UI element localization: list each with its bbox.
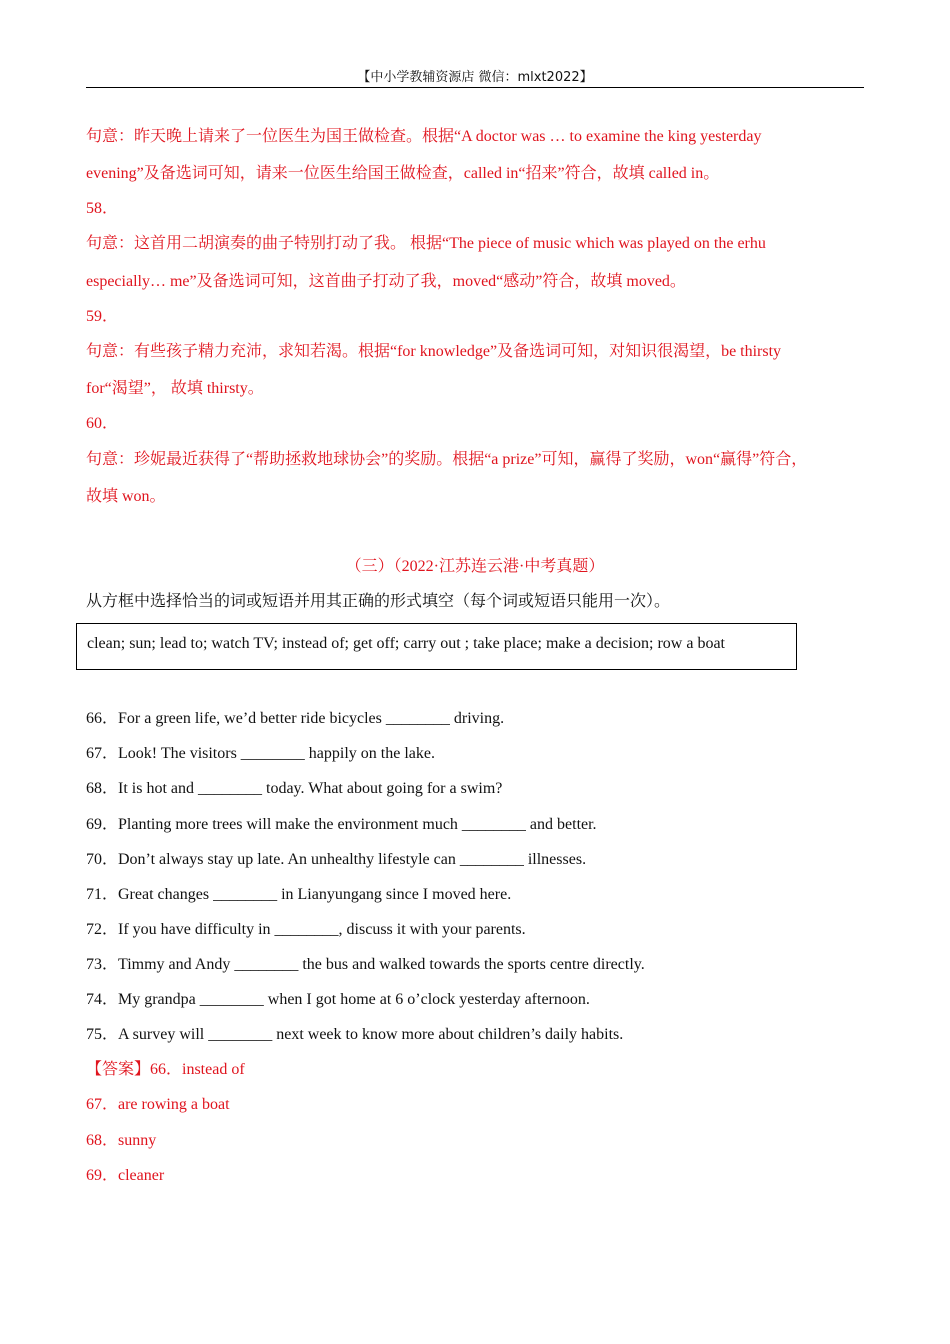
explanation-57-line-1: 句意：昨天晚上请来了一位医生为国王做检查。根据“A doctor was … to examine the king yesterday [86, 128, 762, 145]
answer-69: 69．cleaner [86, 1167, 165, 1184]
word-box-text: clean; sun; lead to; watch TV; instead of; get off; carry out ; take place; make a decision; row a boat [87, 635, 725, 652]
question-67: 67．Look! The visitors ________ happily on the lake. [86, 745, 435, 762]
explanation-58-line-2: especially… me”及备选词可知，这首曲子打动了我，moved“感动”符合，故填 moved。 [86, 273, 686, 290]
question-number-58: 58． [86, 200, 119, 217]
question-71: 71．Great changes ________ in Lianyungang since I moved here. [86, 886, 512, 903]
answer-67: 67．are rowing a boat [86, 1096, 230, 1113]
question-69: 69．Planting more trees will make the environment much ________ and better. [86, 816, 597, 833]
page-header: 【中小学教辅资源店 微信：mlxt2022】 [357, 70, 593, 85]
explanation-60-line-2: 故填 won。 [86, 488, 166, 505]
explanation-58-line-1: 句意：这首用二胡演奏的曲子特别打动了我。 根据“The piece of music which was played on the erhu [86, 235, 766, 252]
question-68: 68．It is hot and ________ today. What about going for a swim? [86, 780, 503, 797]
answer-68: 68．sunny [86, 1132, 157, 1149]
question-70: 70．Don’t always stay up late. An unhealthy lifestyle can ________ illnesses. [86, 851, 587, 868]
header-rule [86, 87, 864, 88]
question-73: 73．Timmy and Andy ________ the bus and walked towards the sports centre directly. [86, 956, 645, 973]
question-74: 74．My grandpa ________ when I got home at 6 o’clock yesterday afternoon. [86, 991, 590, 1008]
question-number-59: 59． [86, 308, 119, 325]
question-72: 72．If you have difficulty in ________, discuss it with your parents. [86, 921, 526, 938]
question-75: 75．A survey will ________ next week to know more about children’s daily habits. [86, 1026, 624, 1043]
section-instruction: 从方框中选择恰当的词或短语并用其正确的形式填空（每个词或短语只能用一次）。 [86, 593, 671, 610]
explanation-59-line-1: 句意：有些孩子精力充沛，求知若渴。根据“for knowledge”及备选词可知，对知识很渴望，be thirsty [86, 343, 782, 360]
explanation-60-line-1: 句意：珍妮最近获得了“帮助拯救地球协会”的奖励。根据“a prize”可知，赢得了奖励，won“赢得”符合， [86, 451, 808, 468]
section-title: （三）（2022·江苏连云港·中考真题） [345, 558, 605, 575]
answer-66: 【答案】66．instead of [86, 1061, 245, 1078]
word-box [76, 623, 797, 670]
question-number-60: 60． [86, 415, 119, 432]
explanation-59-line-2: for“渴望”， 故填 thirsty。 [86, 380, 264, 397]
explanation-57-line-2: evening”及备选词可知，请来一位医生给国王做检查，called in“招来”符合，故填 called in。 [86, 165, 720, 182]
question-66: 66．For a green life, we’d better ride bicycles ________ driving. [86, 710, 505, 727]
